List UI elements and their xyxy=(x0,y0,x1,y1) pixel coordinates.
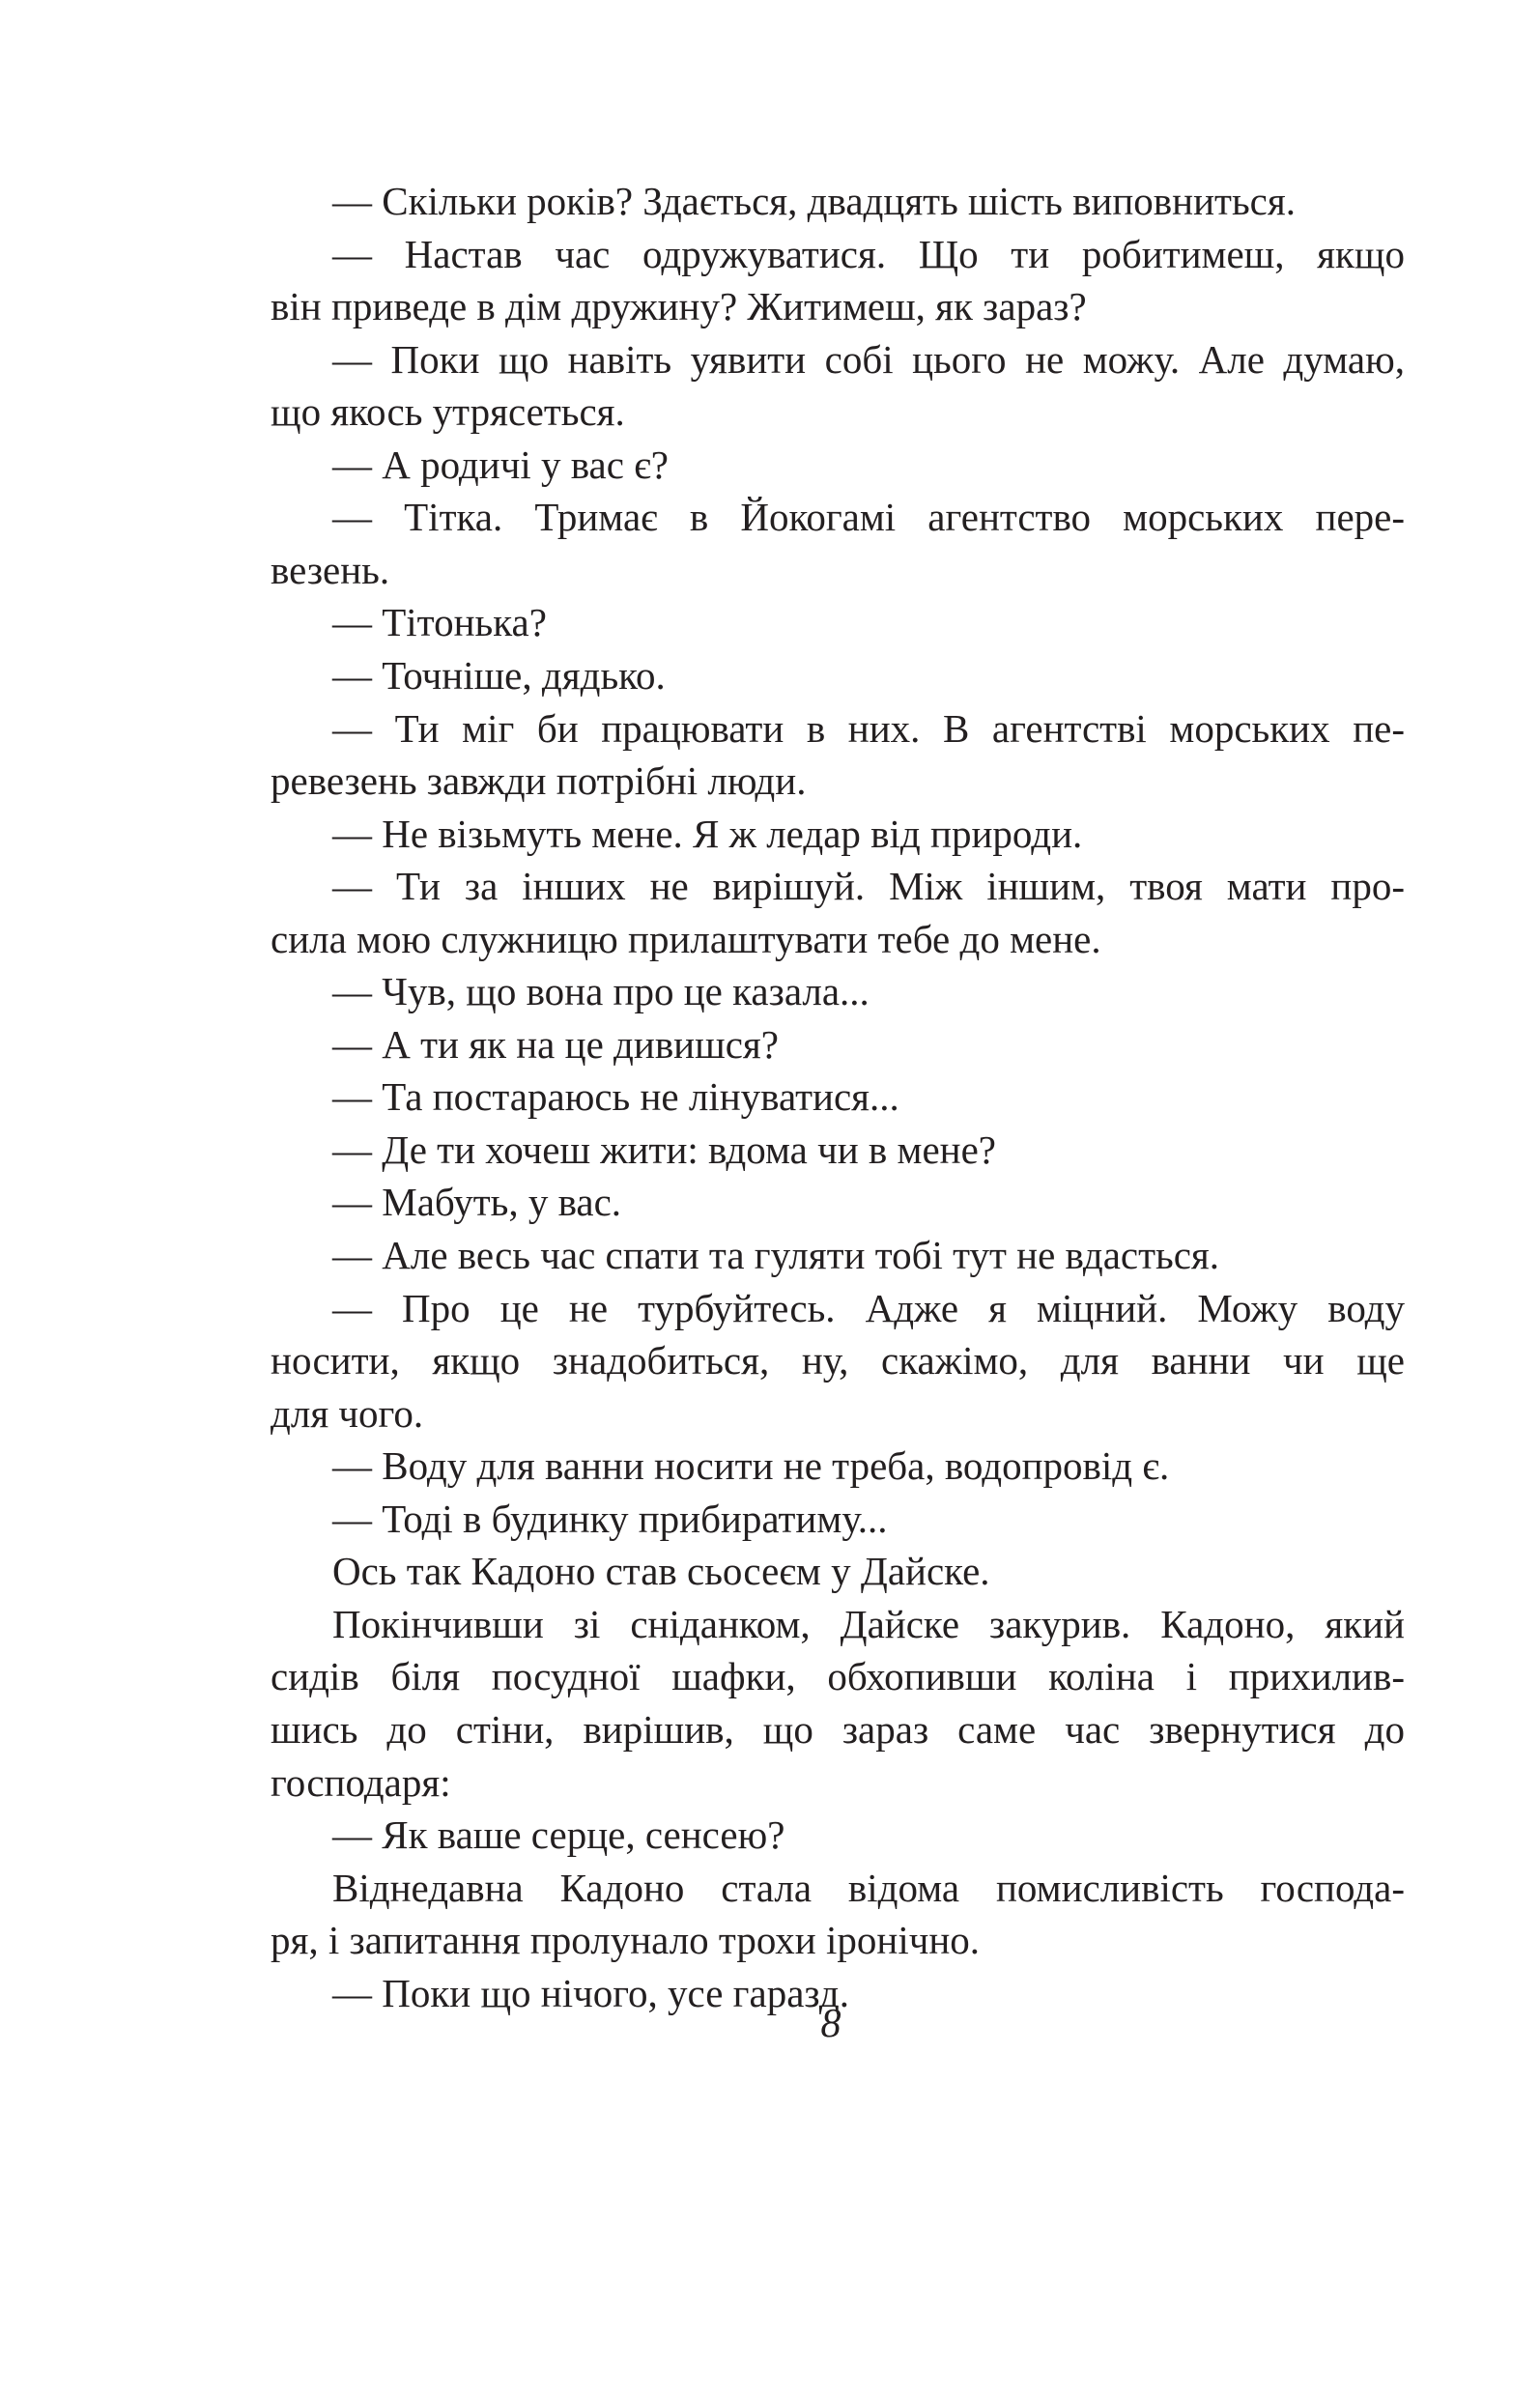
text-line: — Воду для ванни носити не треба, водопровід є. xyxy=(332,1443,1170,1489)
text-line: — Та постараюсь не лінуватися... xyxy=(332,1074,899,1120)
text-line: шись до стіни, вирішив, що зараз саме час звернутися до xyxy=(271,1706,1405,1752)
text-line: — Але весь час спати та гуляти тобі тут не вдасться. xyxy=(332,1233,1220,1277)
text-line: — Мабуть, у вас. xyxy=(332,1180,622,1225)
text-line: — Тітка. Тримає в Йокогамі агентство морських пере- xyxy=(332,495,1405,540)
text-line: що якось утрясеться. xyxy=(271,389,625,435)
text-line: — Не візьмуть мене. Я ж ледар від природи. xyxy=(332,811,1083,856)
text-line: — А ти як на це дивишся? xyxy=(332,1021,779,1067)
text-line: — Як ваше серце, сенсею? xyxy=(332,1812,785,1858)
text-line: — Поки що нічого, усе гаразд. xyxy=(332,1970,849,2015)
text-line: сила мою служницю прилаштувати тебе до мене. xyxy=(271,916,1101,961)
text-line: ря, і запитання пролунало трохи іронічно. xyxy=(271,1918,981,1963)
text-line: — Настав час одружуватися. Що ти робитимеш, якщо xyxy=(332,231,1405,276)
text-line: для чого. xyxy=(271,1390,424,1436)
text-line: — Ти за інших не вирішуй. Між іншим, твоя мати про- xyxy=(332,864,1405,909)
text-line: ревезень завжди потрібні люди. xyxy=(271,758,807,804)
text-line: носити, якщо знадобиться, ну, скажімо, для ванни чи ще xyxy=(271,1338,1405,1383)
text-line: — Чув, що вона про це казала... xyxy=(332,969,870,1014)
text-line: господаря: xyxy=(271,1759,451,1805)
text-line: — А родичі у вас є? xyxy=(332,442,669,487)
text-line: везень. xyxy=(271,547,390,592)
text-line: Віднедавна Кадоно стала відома помисливість господа- xyxy=(332,1865,1405,1910)
text-line: — Ти міг би працювати в них. В агентстві морських пе- xyxy=(332,705,1405,751)
text-line: — Скільки років? Здається, двадцять шість виповниться. xyxy=(332,179,1296,223)
text-line: — Де ти хочеш жити: вдома чи в мене? xyxy=(332,1127,996,1172)
text-line: Ось так Кадоно став сьосеєм у Дайске. xyxy=(332,1549,990,1594)
text-line: Покінчивши зі сніданком, Дайске закурив. Кадоно, який xyxy=(332,1601,1405,1646)
page-number: 8 xyxy=(820,2002,841,2046)
text-line: — Тітонька? xyxy=(332,600,547,645)
text-line: — Про це не турбуйтесь. Адже я міцний. Можу воду xyxy=(332,1285,1405,1330)
text-line: сидів біля посудної шафки, обхопивши коліна і прихилив- xyxy=(271,1654,1405,1699)
text-line: він приведе в дім дружину? Житимеш, як зараз? xyxy=(271,284,1087,329)
text-line: — Тоді в будинку прибиратиму... xyxy=(332,1496,888,1541)
text-line: — Точніше, дядько. xyxy=(332,652,666,698)
text-line: — Поки що навіть уявити собі цього не можу. Але думаю, xyxy=(332,336,1405,382)
